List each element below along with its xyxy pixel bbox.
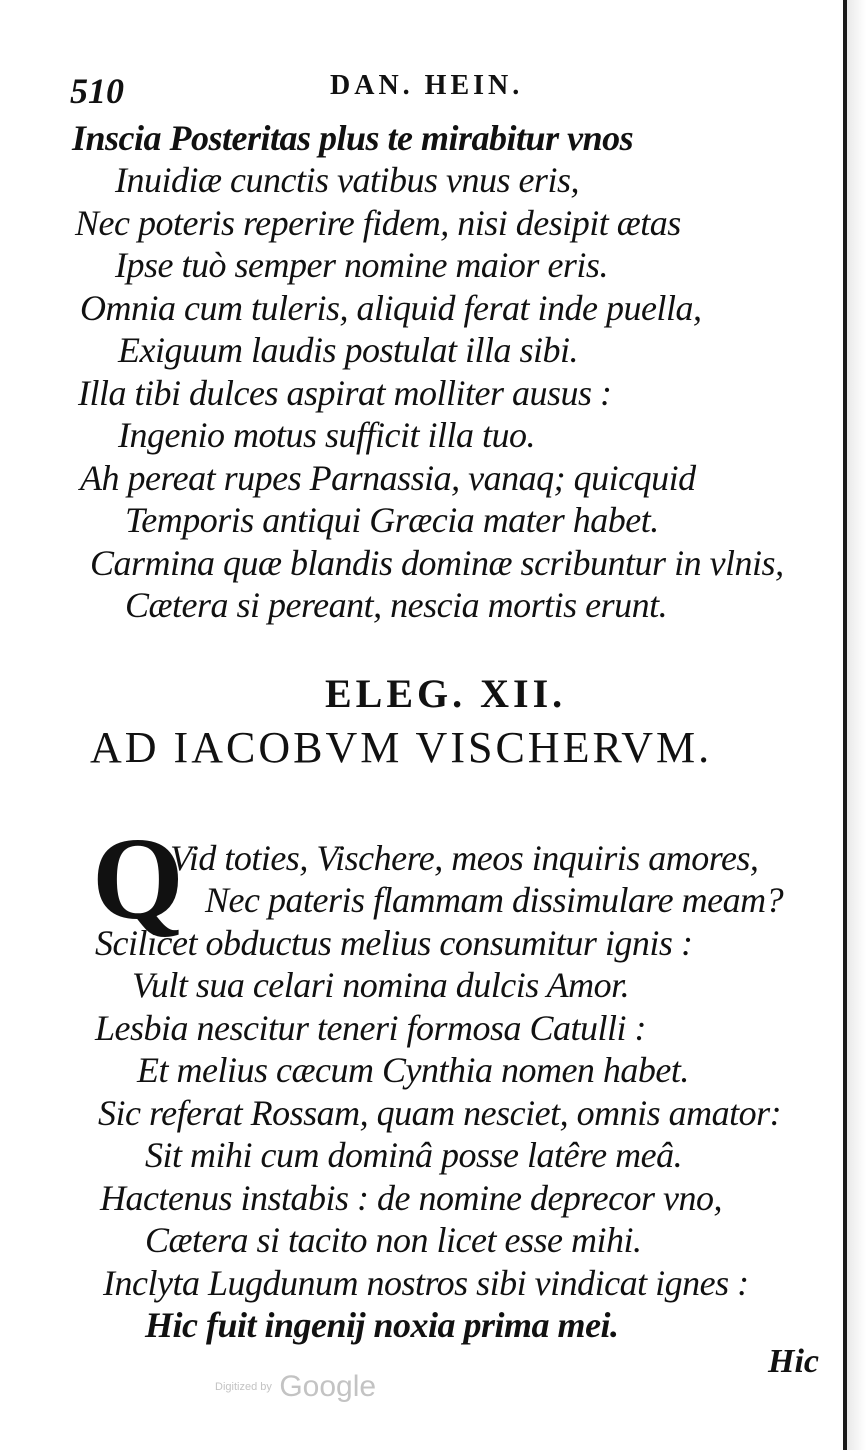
dedication-title: AD IACOBVM VISCHERVM. — [90, 723, 713, 772]
verse-line: Sic referat Rossam, quam nesciet, omnis amator: — [98, 1093, 782, 1133]
verse-line: Cætera si tacito non licet esse mihi. — [145, 1220, 642, 1260]
verse-line: Illa tibi dulces aspirat molliter ausus : — [78, 373, 612, 413]
drop-cap: Q — [92, 813, 184, 944]
verse-line: Omnia cum tuleris, aliquid ferat inde puella, — [80, 288, 702, 328]
verse-line: Exiguum laudis postulat illa sibi. — [118, 330, 579, 370]
verse-line: Vid toties, Vischere, meos inquiris amores, — [170, 838, 759, 878]
verse-line: Ingenio motus sufficit illa tuo. — [118, 415, 535, 455]
elegy-heading: ELEG. XII. — [325, 671, 567, 716]
verse-line: Hic fuit ingenij noxia prima mei. — [145, 1305, 619, 1345]
verse-line: Sit mihi cum dominâ posse latêre meâ. — [145, 1135, 683, 1175]
verse-line: Inclyta Lugdunum nostros sibi vindicat ignes : — [103, 1263, 749, 1303]
verse-line: Inuidiæ cunctis vatibus vnus eris, — [115, 160, 579, 200]
verse-line: Cætera si pereant, nescia mortis erunt. — [125, 585, 668, 625]
verse-line: Lesbia nescitur teneri formosa Catulli : — [95, 1008, 646, 1048]
page-edge-line — [843, 0, 847, 1450]
running-head: DAN. HEIN. — [330, 70, 524, 101]
google-logo: Google — [279, 1370, 377, 1403]
verse-line: Temporis antiqui Græcia mater habet. — [125, 500, 659, 540]
catchword: Hic — [768, 1343, 819, 1380]
verse-line: Vult sua celari nomina dulcis Amor. — [132, 965, 630, 1005]
verse-line: Inscia Posteritas plus te mirabitur vnos — [72, 118, 634, 158]
page-number: 510 — [70, 71, 124, 111]
watermark-prefix: Digitized by — [215, 1381, 272, 1393]
verse-line: Nec pateris flammam dissimulare meam? — [205, 880, 784, 920]
verse-line: Carmina quæ blandis dominæ scribuntur in vlnis, — [90, 543, 784, 583]
verse-line: Scilicet obductus melius consumitur ignis : — [95, 923, 693, 963]
verse-line: Hactenus instabis : de nomine deprecor vno, — [100, 1178, 723, 1218]
verse-line: Et melius cæcum Cynthia nomen habet. — [137, 1050, 689, 1090]
verse-line: Ipse tuò semper nomine maior eris. — [115, 245, 608, 285]
verse-line: Ah pereat rupes Parnassia, vanaq; quicquid — [80, 458, 696, 498]
page-edge-shadow — [847, 0, 866, 1450]
digitized-watermark — [215, 1370, 376, 1404]
verse-line: Nec poteris reperire fidem, nisi desipit ætas — [75, 203, 681, 243]
